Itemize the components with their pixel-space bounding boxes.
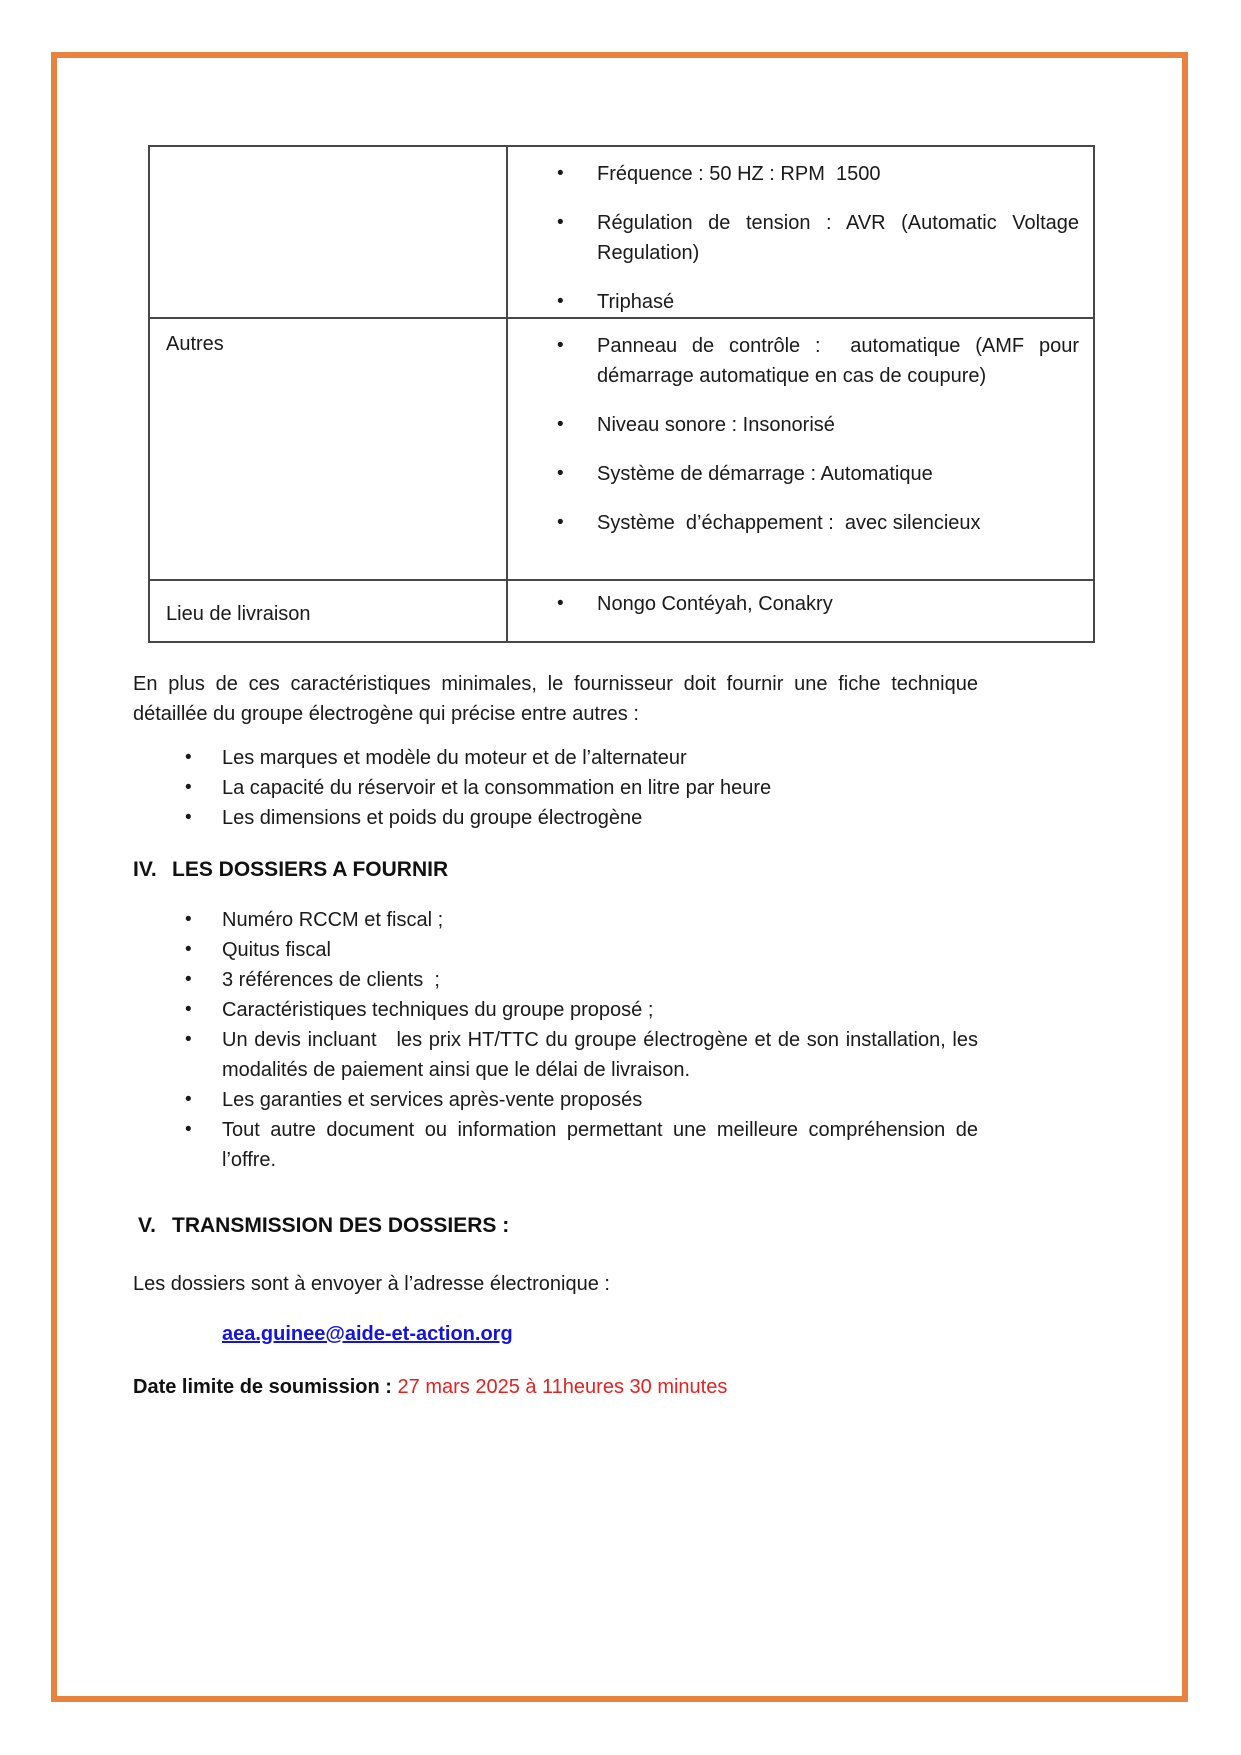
bullet-icon: •	[557, 512, 564, 533]
list-item	[133, 743, 978, 773]
spec-text: Nongo Contéyah, Conakry	[597, 593, 833, 615]
table-row	[149, 146, 1094, 318]
list-item	[133, 803, 978, 833]
section-iv-heading	[133, 855, 1095, 885]
list-item	[133, 1025, 984, 1085]
bullet-icon: •	[185, 807, 192, 828]
section-v-heading	[133, 1211, 1095, 1241]
list-item	[508, 331, 1085, 391]
deadline-value: 27 mars 2025 à 11heures 30 minutes	[397, 1376, 728, 1398]
bullet-icon: •	[185, 909, 192, 930]
page-content	[133, 145, 1095, 1402]
bullet-icon: •	[557, 593, 564, 614]
bullet-icon: •	[185, 777, 192, 798]
list-item	[508, 508, 1079, 538]
row-specs-cell	[507, 318, 1094, 580]
deadline-line	[133, 1372, 1095, 1402]
list-item-text: Les dimensions et poids du groupe électrogène	[222, 807, 643, 829]
list-item-text: Les garanties et services après-vente proposés	[222, 1089, 643, 1111]
bullet-icon: •	[185, 969, 192, 990]
bullet-icon: •	[557, 463, 564, 484]
list-item	[133, 1115, 984, 1175]
spec-text: Régulation de tension : AVR (Automatic Voltage Regulation)	[597, 212, 1085, 264]
spec-table	[148, 145, 1095, 643]
bullet-icon: •	[185, 1119, 192, 1140]
bullet-icon: •	[557, 291, 564, 312]
list-item	[133, 773, 978, 803]
spec-text: Niveau sonore : Insonorisé	[597, 414, 835, 436]
list-item-text: La capacité du réservoir et la consommation en litre par heure	[222, 777, 772, 799]
section-number: V.	[138, 1214, 156, 1237]
bullet-icon: •	[557, 414, 564, 435]
bullet-icon: •	[185, 1089, 192, 1110]
spec-text: Panneau de contrôle : automatique (AMF pour démarrage automatique en cas de coupure)	[597, 335, 1085, 387]
row-label: Lieu de livraison	[166, 603, 311, 625]
list-item-text: Les marques et modèle du moteur et de l’alternateur	[222, 747, 687, 769]
list-item-text: Un devis incluant les prix HT/TTC du groupe électrogène et de son installation, les modalités de paiement ainsi que le délai de livraison.	[222, 1029, 984, 1081]
bullet-icon: •	[557, 212, 564, 233]
intro-paragraph: En plus de ces caractéristiques minimales, le fournisseur doit fournir une fiche technique détaillée du groupe électrogène qui précise entre autres :	[133, 673, 978, 725]
list-item-text: 3 références de clients ;	[222, 969, 440, 991]
bullet-icon: •	[185, 747, 192, 768]
list-item	[508, 410, 1079, 440]
spec-text: Fréquence : 50 HZ : RPM 1500	[597, 163, 881, 185]
list-item-text: Tout autre document ou information permettant une meilleure compréhension de l’offre.	[222, 1119, 984, 1171]
table-row	[149, 580, 1094, 642]
list-item	[508, 589, 1079, 619]
spec-text: Triphasé	[597, 291, 675, 313]
section-number: IV.	[133, 858, 157, 881]
dossiers-list	[133, 905, 984, 1175]
list-item	[508, 459, 1079, 489]
table-row	[149, 318, 1094, 580]
bullet-icon: •	[557, 335, 564, 356]
send-instruction: Les dossiers sont à envoyer à l’adresse électronique :	[133, 1273, 610, 1295]
list-item-text: Caractéristiques techniques du groupe proposé ;	[222, 999, 654, 1021]
list-item	[508, 208, 1085, 268]
row-specs-cell	[507, 580, 1094, 642]
bullet-icon: •	[185, 939, 192, 960]
deadline-label: Date limite de soumission :	[133, 1376, 392, 1398]
list-item	[508, 159, 1079, 189]
row-label-cell	[149, 580, 507, 642]
row-label-cell	[149, 318, 507, 580]
list-item	[133, 965, 978, 995]
spec-text: Système d’échappement : avec silencieux	[597, 512, 981, 534]
row-label: Autres	[166, 333, 224, 355]
section-title: TRANSMISSION DES DOSSIERS :	[172, 1214, 510, 1237]
list-item-text: Numéro RCCM et fiscal ;	[222, 909, 444, 931]
list-item	[133, 995, 978, 1025]
bullet-icon: •	[185, 999, 192, 1020]
fiche-technique-list	[133, 743, 978, 833]
row-label-cell	[149, 146, 507, 318]
section-title: LES DOSSIERS A FOURNIR	[172, 858, 449, 881]
list-item	[133, 1085, 978, 1115]
list-item	[133, 905, 978, 935]
spec-text: Système de démarrage : Automatique	[597, 463, 933, 485]
row-specs-cell	[507, 146, 1094, 318]
bullet-icon: •	[557, 163, 564, 184]
list-item-text: Quitus fiscal	[222, 939, 331, 961]
list-item	[508, 287, 1079, 317]
bullet-icon: •	[185, 1029, 192, 1050]
list-item	[133, 935, 978, 965]
email-link[interactable]: aea.guinee@aide-et-action.org	[222, 1323, 513, 1345]
